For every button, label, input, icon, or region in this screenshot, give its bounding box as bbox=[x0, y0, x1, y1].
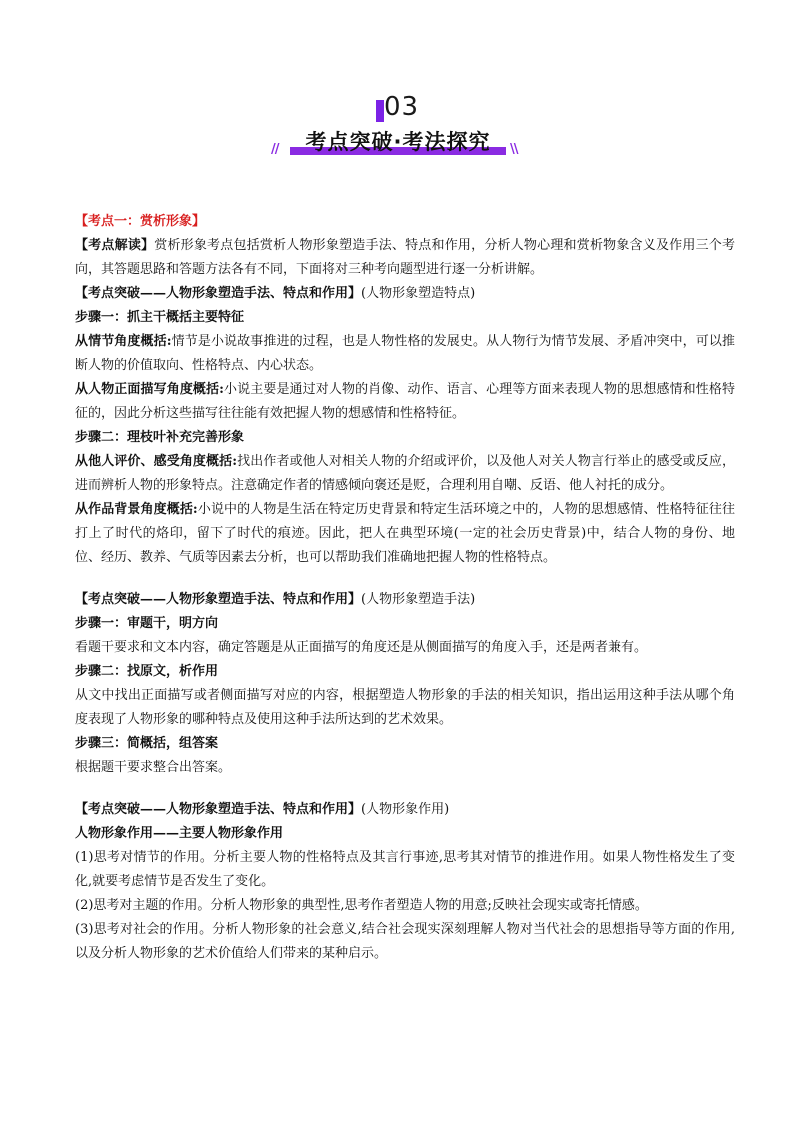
section-number: 03 bbox=[384, 92, 420, 122]
step-text: 看题干要求和文本内容，确定答题是从正面描写的角度还是从侧面描写的角度入手，还是两者兼有。 bbox=[75, 640, 648, 655]
topic-heading bbox=[75, 210, 735, 234]
breakthrough-label: 【考点突破——人物形象塑造手法、特点和作用】 bbox=[75, 286, 362, 301]
background-text: 小说中的人物是生活在特定历史背景和特定生活环境之中的，人物的思想感情、性格特征往往打上了时代的烙印，留下了时代的痕迹。因此，把人在典型环境(一定的社会历史背景)中，结合人物的身份、地位、经历、教养、气质等因素去分析，也可以帮助我们准确地把握人物的性格特点。 bbox=[75, 502, 735, 565]
plot-angle-paragraph bbox=[75, 330, 735, 378]
breakthrough-label: 【考点突破——人物形象塑造手法、特点和作用】 bbox=[75, 802, 362, 817]
breakthrough-subtitle: (人物形象塑造特点) bbox=[361, 286, 476, 301]
breakthrough-subtitle: (人物形象作用) bbox=[361, 802, 450, 817]
step-heading: 步骤一：抓主干概括主要特征 bbox=[75, 310, 245, 325]
list-item: (1)思考对情节的作用。分析主要人物的性格特点及其言行事迹,思考其对情节的推进作用。如果人物性格发生了变化,就要考虑情节是否发生了变化。 bbox=[75, 850, 735, 889]
direct-description-text: 小说主要是通过对人物的肖像、动作、语言、心理等方面来表现人物的思想感情和性格特征的，因此分析这些描写往往能有效把握人物的想感情和性格特征。 bbox=[75, 382, 735, 421]
section-header bbox=[0, 92, 800, 172]
list-item: (3)思考对社会的作用。分析人物形象的社会意义,结合社会现实深刻理解人物对当代社会的思想指导等方面的作用,以及分析人物形象的艺术价值给人们带来的某种启示。 bbox=[75, 922, 735, 961]
number-accent-bar bbox=[376, 100, 384, 122]
interpretation-label: 【考点解读】 bbox=[75, 238, 155, 253]
step-heading: 步骤一：审题干，明方向 bbox=[75, 616, 219, 631]
breakthrough-subtitle: (人物形象塑造手法) bbox=[361, 592, 476, 607]
step-heading: 步骤三：简概括，组答案 bbox=[75, 736, 219, 751]
breakthrough-heading-3 bbox=[75, 798, 735, 822]
slash-decoration-left: // bbox=[271, 142, 279, 157]
plot-angle-text: 情节是小说故事推进的过程，也是人物性格的发展史。从人物行为情节发展、矛盾冲突中，可以推断人物的价值取向、性格特点、内心状态。 bbox=[75, 334, 735, 373]
breakthrough-heading-2 bbox=[75, 588, 735, 612]
breakthrough-label: 【考点突破——人物形象塑造手法、特点和作用】 bbox=[75, 592, 362, 607]
direct-description-label: 从人物正面描写角度概括: bbox=[75, 382, 224, 397]
step-text: 根据题干要求整合出答案。 bbox=[75, 760, 232, 775]
interpretation-paragraph bbox=[75, 234, 735, 282]
step-text: 从文中找出正面描写或者侧面描写对应的内容，根据塑造人物形象的手法的相关知识，指出运用这种手法从哪个角度表现了人物形象的哪种特点及使用这种手法所达到的艺术效果。 bbox=[75, 688, 735, 727]
direct-description-paragraph bbox=[75, 378, 735, 426]
background-label: 从作品背景角度概括: bbox=[75, 502, 198, 517]
others-evaluation-label: 从他人评价、感受角度概括: bbox=[75, 454, 238, 469]
others-evaluation-text: 找出作者或他人对相关人物的介绍或评价，以及他人对关人物言行举止的感受或反应，进而辨析人物的形象特点。注意确定作者的情感倾向褒还是贬，合理利用自嘲、反语、他人衬托的成分。 bbox=[75, 454, 735, 493]
breakthrough-heading-1 bbox=[75, 282, 735, 306]
step-heading: 步骤二：理枝叶补充完善形象 bbox=[75, 430, 245, 445]
role-heading: 人物形象作用——主要人物形象作用 bbox=[75, 826, 284, 841]
slash-decoration-right: \\ bbox=[510, 142, 518, 157]
plot-angle-label: 从情节角度概括: bbox=[75, 334, 172, 349]
section-title: 考点突破·考法探究 bbox=[305, 130, 491, 154]
step-heading: 步骤二：找原文，析作用 bbox=[75, 664, 219, 679]
topic-title: 【考点一：赏析形象】 bbox=[75, 214, 206, 229]
document-body bbox=[75, 210, 735, 966]
interpretation-text: 赏析形象考点包括赏析人物形象塑造手法、特点和作用，分析人物心理和赏析物象含义及作用三个考向，其答题思路和答题方法各有不同，下面将对三种考向题型进行逐一分析讲解。 bbox=[75, 238, 735, 277]
others-evaluation-paragraph bbox=[75, 450, 735, 498]
list-item: (2)思考对主题的作用。分析人物形象的典型性,思考作者塑造人物的用意;反映社会现实或寄托情感。 bbox=[75, 898, 648, 913]
background-paragraph bbox=[75, 498, 735, 570]
